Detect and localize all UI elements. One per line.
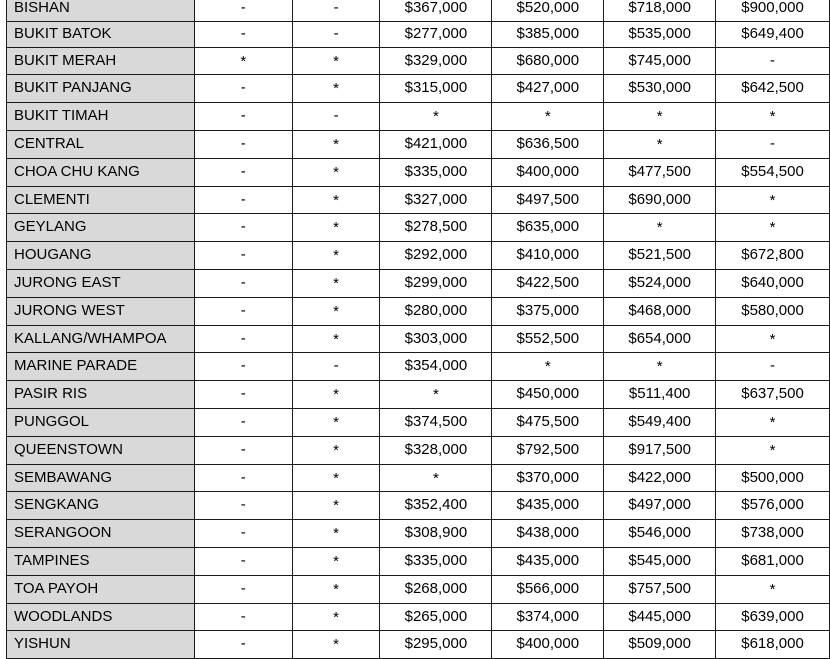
price-cell: $385,000 <box>492 21 604 47</box>
price-cell: - <box>292 0 380 21</box>
price-cell: $280,000 <box>380 297 492 325</box>
price-cell: * <box>292 603 380 631</box>
price-cell: - <box>194 464 292 492</box>
price-cell: $680,000 <box>492 47 604 75</box>
town-name-cell: CLEMENTI <box>7 186 195 214</box>
price-cell: $435,000 <box>492 547 604 575</box>
price-cell: * <box>292 186 380 214</box>
town-name-cell: GEYLANG <box>7 214 195 242</box>
price-cell: $422,000 <box>604 464 716 492</box>
price-cell: - <box>194 269 292 297</box>
table-row <box>7 520 830 548</box>
price-cell: $435,000 <box>492 492 604 520</box>
price-cell: * <box>604 103 716 131</box>
town-name-cell: JURONG EAST <box>7 269 195 297</box>
price-cell: * <box>292 297 380 325</box>
table-body <box>7 0 830 659</box>
table-row <box>7 158 830 186</box>
table-row <box>7 214 830 242</box>
price-cell: * <box>194 47 292 75</box>
price-cell: * <box>604 214 716 242</box>
table-row <box>7 325 830 353</box>
town-name-cell: BISHAN <box>7 0 195 21</box>
price-cell: $308,900 <box>380 520 492 548</box>
price-cell: - <box>194 75 292 103</box>
table-row <box>7 297 830 325</box>
resale-price-table <box>6 0 830 659</box>
town-name-cell: CHOA CHU KANG <box>7 158 195 186</box>
price-cell: - <box>716 353 830 381</box>
price-cell: * <box>716 575 830 603</box>
price-cell: * <box>292 47 380 75</box>
price-cell: $792,500 <box>492 436 604 464</box>
price-cell: * <box>292 242 380 270</box>
town-name-cell: WOODLANDS <box>7 603 195 631</box>
price-cell: $328,000 <box>380 436 492 464</box>
price-cell: - <box>194 325 292 353</box>
price-cell: - <box>194 353 292 381</box>
table-row <box>7 575 830 603</box>
town-name-cell: PUNGGOL <box>7 408 195 436</box>
price-cell: $576,000 <box>716 492 830 520</box>
town-name-cell: BUKIT TIMAH <box>7 103 195 131</box>
table-row <box>7 269 830 297</box>
price-cell: $524,000 <box>604 269 716 297</box>
price-cell: $400,000 <box>492 158 604 186</box>
price-cell: $672,800 <box>716 242 830 270</box>
price-cell: - <box>194 186 292 214</box>
price-cell: $681,000 <box>716 547 830 575</box>
table-row <box>7 103 830 131</box>
price-cell: $438,000 <box>492 520 604 548</box>
price-cell: $268,000 <box>380 575 492 603</box>
price-cell: - <box>194 631 292 659</box>
table-row <box>7 492 830 520</box>
price-cell: $636,500 <box>492 130 604 158</box>
price-cell: $427,000 <box>492 75 604 103</box>
price-cell: $637,500 <box>716 381 830 409</box>
price-cell: - <box>194 520 292 548</box>
price-cell: $690,000 <box>604 186 716 214</box>
price-cell: - <box>194 21 292 47</box>
price-cell: * <box>292 158 380 186</box>
price-cell: * <box>380 103 492 131</box>
price-cell: $738,000 <box>716 520 830 548</box>
price-cell: $500,000 <box>716 464 830 492</box>
table-row <box>7 130 830 158</box>
price-cell: $497,000 <box>604 492 716 520</box>
price-cell: $549,400 <box>604 408 716 436</box>
price-cell: $352,400 <box>380 492 492 520</box>
town-name-cell: BUKIT PANJANG <box>7 75 195 103</box>
price-cell: $642,500 <box>716 75 830 103</box>
town-name-cell: TAMPINES <box>7 547 195 575</box>
price-cell: - <box>194 603 292 631</box>
table-row <box>7 464 830 492</box>
price-cell: - <box>194 547 292 575</box>
table-row <box>7 353 830 381</box>
price-cell: * <box>292 408 380 436</box>
town-name-cell: PASIR RIS <box>7 381 195 409</box>
price-cell: - <box>194 242 292 270</box>
town-name-cell: YISHUN <box>7 631 195 659</box>
town-name-cell: KALLANG/WHAMPOA <box>7 325 195 353</box>
price-cell: $745,000 <box>604 47 716 75</box>
price-cell: - <box>194 436 292 464</box>
price-cell: $400,000 <box>492 631 604 659</box>
price-cell: * <box>292 631 380 659</box>
price-cell: $546,000 <box>604 520 716 548</box>
price-cell: $545,000 <box>604 547 716 575</box>
town-name-cell: SEMBAWANG <box>7 464 195 492</box>
price-cell: $315,000 <box>380 75 492 103</box>
town-name-cell: SENGKANG <box>7 492 195 520</box>
price-cell: - <box>194 575 292 603</box>
town-name-cell: TOA PAYOH <box>7 575 195 603</box>
price-cell: - <box>194 297 292 325</box>
table-row <box>7 547 830 575</box>
price-cell: $497,500 <box>492 186 604 214</box>
price-cell: $521,500 <box>604 242 716 270</box>
price-cell: $329,000 <box>380 47 492 75</box>
price-cell: $335,000 <box>380 158 492 186</box>
price-cell: * <box>292 75 380 103</box>
price-cell: $635,000 <box>492 214 604 242</box>
price-cell: $566,000 <box>492 575 604 603</box>
price-cell: $277,000 <box>380 21 492 47</box>
price-cell: * <box>492 353 604 381</box>
price-cell: * <box>716 436 830 464</box>
price-cell: - <box>194 0 292 21</box>
price-cell: $552,500 <box>492 325 604 353</box>
price-cell: $335,000 <box>380 547 492 575</box>
town-name-cell: JURONG WEST <box>7 297 195 325</box>
price-cell: $445,000 <box>604 603 716 631</box>
price-cell: * <box>292 269 380 297</box>
price-cell: - <box>194 408 292 436</box>
price-cell: $374,000 <box>492 603 604 631</box>
table-row <box>7 381 830 409</box>
price-cell: $477,500 <box>604 158 716 186</box>
table-row <box>7 408 830 436</box>
table-row <box>7 21 830 47</box>
price-cell: * <box>292 492 380 520</box>
town-name-cell: BUKIT MERAH <box>7 47 195 75</box>
price-cell: * <box>292 325 380 353</box>
price-cell: $757,500 <box>604 575 716 603</box>
price-cell: $511,400 <box>604 381 716 409</box>
town-name-cell: BUKIT BATOK <box>7 21 195 47</box>
price-cell: $354,000 <box>380 353 492 381</box>
price-cell: $278,500 <box>380 214 492 242</box>
price-cell: $900,000 <box>716 0 830 21</box>
price-cell: $554,500 <box>716 158 830 186</box>
table-row <box>7 436 830 464</box>
town-name-cell: SERANGOON <box>7 520 195 548</box>
price-cell: * <box>292 547 380 575</box>
price-cell: * <box>380 464 492 492</box>
price-cell: * <box>380 381 492 409</box>
table-row <box>7 242 830 270</box>
town-name-cell: HOUGANG <box>7 242 195 270</box>
table-row <box>7 0 830 21</box>
table-row <box>7 186 830 214</box>
price-cell: $303,000 <box>380 325 492 353</box>
price-cell: - <box>194 158 292 186</box>
price-cell: * <box>716 103 830 131</box>
price-cell: $468,000 <box>604 297 716 325</box>
price-cell: $530,000 <box>604 75 716 103</box>
price-cell: - <box>194 130 292 158</box>
price-cell: $450,000 <box>492 381 604 409</box>
price-cell: $639,000 <box>716 603 830 631</box>
table-row <box>7 603 830 631</box>
price-cell: - <box>194 214 292 242</box>
price-cell: $509,000 <box>604 631 716 659</box>
price-cell: $292,000 <box>380 242 492 270</box>
price-cell: * <box>492 103 604 131</box>
price-cell: $535,000 <box>604 21 716 47</box>
table-row <box>7 47 830 75</box>
price-cell: $410,000 <box>492 242 604 270</box>
price-cell: * <box>292 381 380 409</box>
town-name-cell: QUEENSTOWN <box>7 436 195 464</box>
price-cell: $520,000 <box>492 0 604 21</box>
price-cell: - <box>716 47 830 75</box>
price-cell: $580,000 <box>716 297 830 325</box>
price-cell: $375,000 <box>492 297 604 325</box>
price-cell: $618,000 <box>716 631 830 659</box>
price-cell: $299,000 <box>380 269 492 297</box>
price-cell: $367,000 <box>380 0 492 21</box>
price-cell: $265,000 <box>380 603 492 631</box>
price-cell: * <box>716 408 830 436</box>
price-cell: * <box>604 353 716 381</box>
price-cell: - <box>716 130 830 158</box>
price-cell: * <box>716 214 830 242</box>
price-cell: - <box>194 103 292 131</box>
price-cell: * <box>292 214 380 242</box>
price-cell: $327,000 <box>380 186 492 214</box>
price-cell: * <box>716 325 830 353</box>
price-cell: - <box>292 353 380 381</box>
price-cell: - <box>292 103 380 131</box>
price-cell: * <box>292 520 380 548</box>
price-cell: * <box>292 130 380 158</box>
price-cell: * <box>292 575 380 603</box>
price-cell: * <box>604 130 716 158</box>
price-cell: $374,500 <box>380 408 492 436</box>
price-cell: $422,500 <box>492 269 604 297</box>
price-cell: $421,000 <box>380 130 492 158</box>
price-cell: $370,000 <box>492 464 604 492</box>
town-name-cell: MARINE PARADE <box>7 353 195 381</box>
table-row <box>7 631 830 659</box>
price-cell: * <box>716 186 830 214</box>
table-row <box>7 75 830 103</box>
price-cell: $654,000 <box>604 325 716 353</box>
price-cell: - <box>194 492 292 520</box>
price-cell: * <box>292 464 380 492</box>
price-cell: $640,000 <box>716 269 830 297</box>
price-cell: - <box>194 381 292 409</box>
price-cell: $475,500 <box>492 408 604 436</box>
price-cell: $917,500 <box>604 436 716 464</box>
price-cell: - <box>292 21 380 47</box>
price-cell: $295,000 <box>380 631 492 659</box>
price-cell: $718,000 <box>604 0 716 21</box>
price-cell: $649,400 <box>716 21 830 47</box>
price-cell: * <box>292 436 380 464</box>
town-name-cell: CENTRAL <box>7 130 195 158</box>
